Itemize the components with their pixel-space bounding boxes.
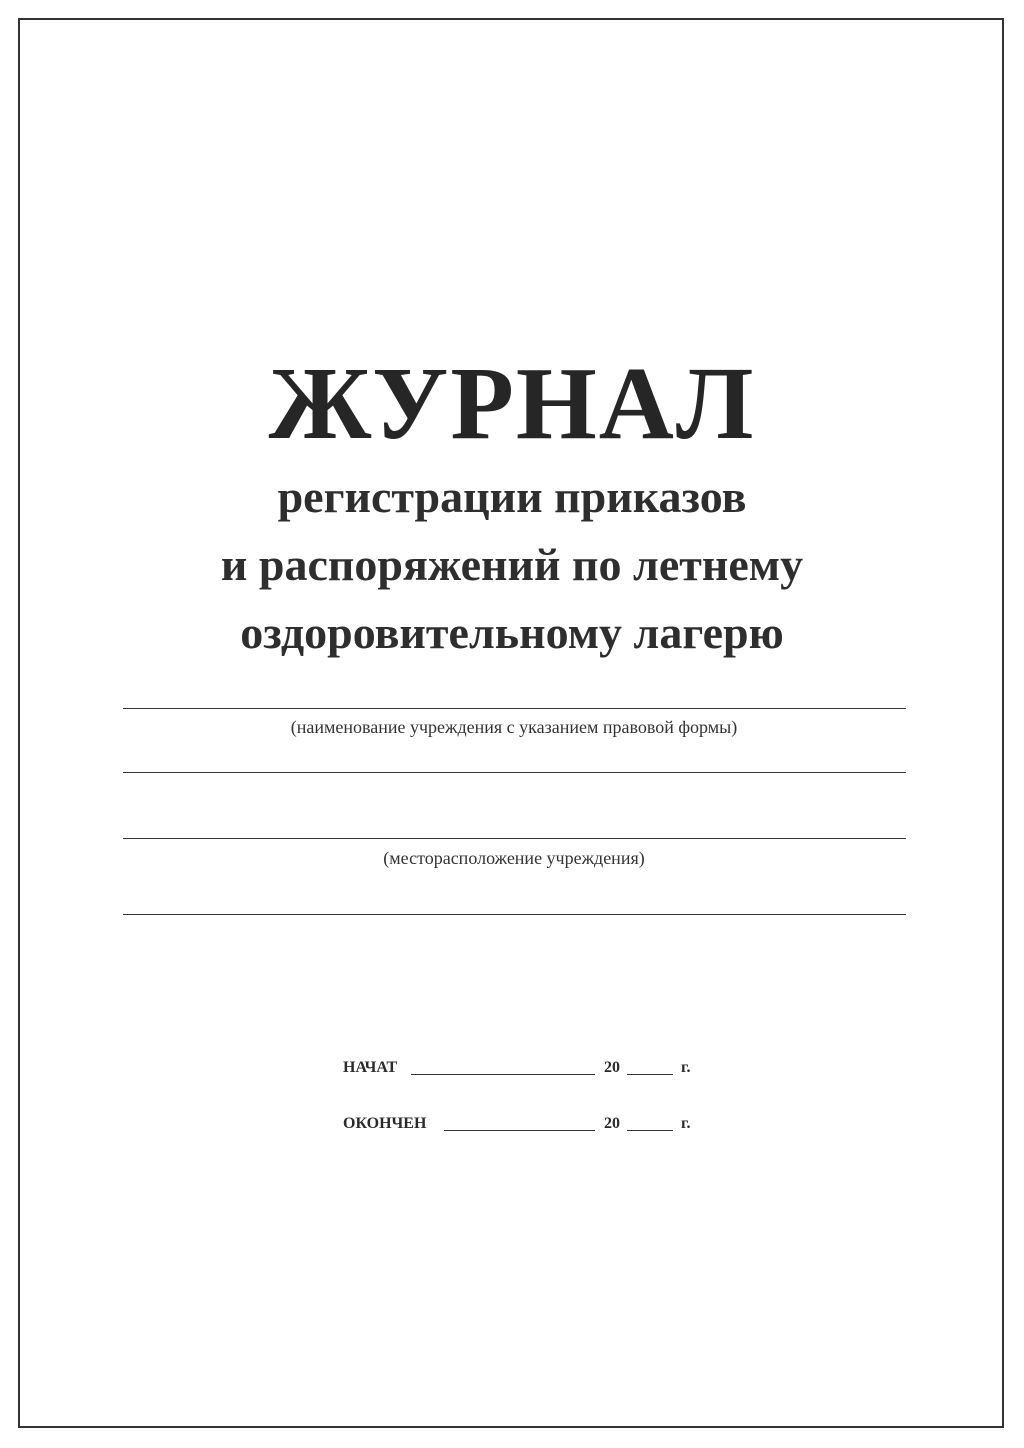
subtitle-line-1: регистрации приказов (277, 471, 747, 522)
started-date-field[interactable] (411, 1074, 595, 1075)
started-year-suffix: г. (681, 1059, 691, 1076)
ended-label: ОКОНЧЕН (343, 1115, 427, 1132)
institution-location-caption: (месторасположение учреждения) (383, 848, 645, 868)
subtitle-line-3: оздоровительному лагерю (240, 607, 784, 658)
institution-location-line-2[interactable] (123, 914, 906, 915)
institution-name-line-2[interactable] (123, 772, 906, 773)
started-year-field[interactable] (627, 1074, 673, 1075)
ended-year-suffix: г. (681, 1115, 691, 1132)
institution-location-line[interactable] (123, 838, 906, 839)
ended-year-prefix: 20 (604, 1115, 620, 1132)
started-label: НАЧАТ (343, 1059, 398, 1076)
institution-name-line[interactable] (123, 708, 906, 709)
ended-date-field[interactable] (444, 1130, 595, 1131)
institution-name-caption: (наименование учреждения с указанием правовой формы) (290, 717, 738, 737)
journal-title: ЖУРНАЛ (268, 346, 756, 461)
subtitle-line-2: и распоряжений по летнему (220, 539, 804, 590)
ended-year-field[interactable] (627, 1130, 673, 1131)
started-year-prefix: 20 (604, 1059, 620, 1076)
